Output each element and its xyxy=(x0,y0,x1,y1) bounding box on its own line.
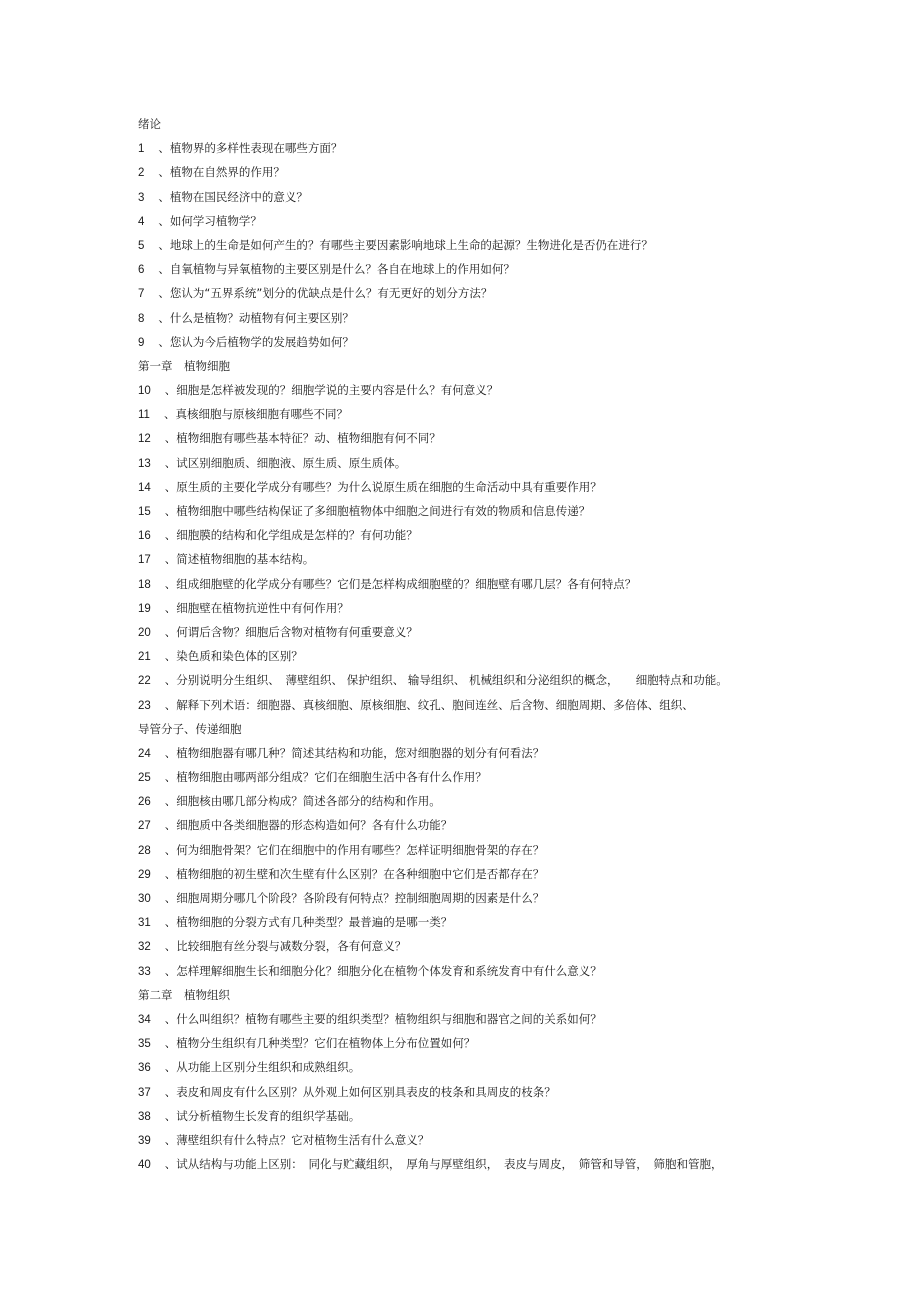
question-text: 、真核细胞与原核细胞有哪些不同？ xyxy=(163,407,348,422)
question-item xyxy=(138,959,778,983)
question-number: 31 xyxy=(138,917,151,930)
question-item xyxy=(138,1128,778,1152)
question-number: 10 xyxy=(138,385,151,398)
question-text: 、试分析植物生长发育的组织学基础。 xyxy=(164,1108,361,1123)
question-text: 、自氧植物与异氧植物的主要区别是什么？各自在地球上的作用如何？ xyxy=(158,262,515,277)
question-number: 28 xyxy=(138,844,151,857)
question-number: 38 xyxy=(138,1110,151,1123)
question-item xyxy=(138,596,778,620)
question-item xyxy=(138,257,778,281)
question-text: 、细胞质中各类细胞器的形态构造如何？各有什么功能？ xyxy=(164,818,453,833)
question-text: 、什么叫组织？植物有哪些主要的组织类型？植物组织与细胞和器官之间的关系如何？ xyxy=(164,1011,602,1026)
question-item xyxy=(138,1104,778,1128)
question-number: 33 xyxy=(138,965,151,978)
question-number: 1 xyxy=(138,143,145,156)
question-number: 4 xyxy=(138,215,145,228)
question-number: 35 xyxy=(138,1038,151,1051)
question-text: 、何为细胞骨架？它们在细胞中的作用有哪些？怎样证明细胞骨架的存在？ xyxy=(164,842,545,857)
question-item xyxy=(138,789,778,813)
question-text: 、怎样理解细胞生长和细胞分化？细胞分化在植物个体发育和系统发育中有什么意义？ xyxy=(164,963,602,978)
chapter2-list xyxy=(138,1007,778,1176)
question-item xyxy=(138,426,778,450)
question-number: 14 xyxy=(138,481,151,494)
question-text: 、植物分生组织有几种类型？它们在植物体上分布位置如何？ xyxy=(164,1036,476,1051)
chapter1-list xyxy=(138,378,778,983)
question-text: 、植物细胞器有哪几种？简述其结构和功能，您对细胞器的划分有何看法？ xyxy=(164,745,545,760)
question-text: 、细胞核由哪几部分构成？简述各部分的结构和作用。 xyxy=(164,794,441,809)
question-item xyxy=(138,499,778,523)
question-text: 、您认为“五界系统”划分的优缺点是什么？有无更好的划分方法？ xyxy=(158,286,493,301)
question-number: 26 xyxy=(138,796,151,809)
question-text: 、如何学习植物学？ xyxy=(158,213,262,228)
question-text: 、试区别细胞质、细胞液、原生质、原生质体。 xyxy=(164,455,407,470)
question-text: 、植物细胞有哪些基本特征？动、植物细胞有何不同？ xyxy=(164,431,441,446)
document-page xyxy=(138,112,778,1176)
question-item xyxy=(138,910,778,934)
question-item xyxy=(138,475,778,499)
question-text: 、原生质的主要化学成分有哪些？为什么说原生质在细胞的生命活动中具有重要作用？ xyxy=(164,479,602,494)
question-item xyxy=(138,765,778,789)
question-number: 15 xyxy=(138,506,151,518)
question-text: 、植物细胞由哪两部分组成？它们在细胞生活中各有什么作用？ xyxy=(164,770,487,785)
question-item xyxy=(138,378,778,402)
question-number: 19 xyxy=(138,602,151,615)
question-number: 22 xyxy=(138,675,151,688)
question-item xyxy=(138,1007,778,1031)
question-item xyxy=(138,572,778,596)
question-number: 40 xyxy=(138,1159,151,1172)
question-number: 21 xyxy=(138,651,151,664)
question-text: 、染色质和染色体的区别？ xyxy=(164,649,303,664)
question-number: 5 xyxy=(138,239,145,252)
question-number: 12 xyxy=(138,433,151,446)
chapter1-heading: 第一章 植物细胞 xyxy=(138,358,230,373)
question-item xyxy=(138,693,778,717)
question-number: 16 xyxy=(138,530,151,543)
question-number: 11 xyxy=(138,409,150,422)
question-item xyxy=(138,330,778,354)
question-text: 、细胞膜的结构和化学组成是怎样的？有何功能？ xyxy=(164,528,418,543)
question-text: 、试从结构与功能上区别： 同化与贮藏组织， 厚角与厚壁组织， 表皮与周皮， 筛管和导管， 筛胞和管胞， xyxy=(164,1157,723,1172)
question-item xyxy=(138,1031,778,1055)
question-text: 、植物在自然界的作用？ xyxy=(158,165,285,180)
question-number: 17 xyxy=(138,554,151,567)
question-item xyxy=(138,451,778,475)
question-text: 、组成细胞壁的化学成分有哪些？它们是怎样构成细胞壁的？细胞壁有哪几层？各有何特点？ xyxy=(164,576,637,591)
question-item xyxy=(138,547,778,571)
question-text: 、解释下列术语：细胞器、真核细胞、原核细胞、纹孔、胞间连丝、后含物、细胞周期、多倍体、组织、 xyxy=(164,697,694,712)
question-number: 29 xyxy=(138,868,151,881)
question-text: 、细胞是怎样被发现的？细胞学说的主要内容是什么？有何意义？ xyxy=(164,383,499,398)
question-item xyxy=(138,668,778,692)
question-item xyxy=(138,185,778,209)
intro-list xyxy=(138,136,778,354)
question-number: 13 xyxy=(138,457,151,470)
intro-heading: 绪论 xyxy=(138,117,161,131)
question-item xyxy=(138,281,778,305)
question-number: 25 xyxy=(138,772,151,785)
question-number: 37 xyxy=(138,1086,151,1099)
question-text: 、何谓后含物？细胞后含物对植物有何重要意义？ xyxy=(164,624,418,639)
question-number: 23 xyxy=(138,699,151,712)
question-item xyxy=(138,934,778,958)
question-number: 18 xyxy=(138,578,151,591)
question-text: 、植物细胞中哪些结构保证了多细胞植物体中细胞之间进行有效的物质和信息传递？ xyxy=(164,504,591,518)
question-item xyxy=(138,160,778,184)
question-number: 2 xyxy=(138,167,145,180)
question-number: 20 xyxy=(138,626,151,639)
question-item xyxy=(138,233,778,257)
question-text: 、什么是植物？动植物有何主要区别？ xyxy=(158,310,354,325)
question-number: 30 xyxy=(138,893,151,905)
question-item xyxy=(138,1055,778,1079)
question-item xyxy=(138,886,778,910)
question-item xyxy=(138,644,778,668)
question-number: 34 xyxy=(138,1013,151,1026)
question-text: 、表皮和周皮有什么区别？从外观上如何区别具表皮的枝条和具周皮的枝条？ xyxy=(164,1084,556,1099)
question-text: 、比较细胞有丝分裂与减数分裂，各有何意义？ xyxy=(164,939,407,954)
question-item xyxy=(138,402,778,426)
question-number: 8 xyxy=(138,312,145,325)
question-item xyxy=(138,1152,778,1176)
question-text: 、细胞壁在植物抗逆性中有何作用？ xyxy=(164,600,349,615)
question-text: 、植物细胞的分裂方式有几种类型？最普遍的是哪一类？ xyxy=(164,915,453,930)
question-item xyxy=(138,136,778,160)
question-number: 32 xyxy=(138,941,151,954)
question-item xyxy=(138,1080,778,1104)
question-text: 、分别说明分生组织、 薄壁组织、 保护组织、 输导组织、 机械组织和分泌组织的概念， 细胞特点和功能。 xyxy=(164,673,728,688)
chapter2-heading: 第二章 植物组织 xyxy=(138,987,230,1002)
question-continuation: 导管分子、传递细胞 xyxy=(138,721,242,736)
question-number: 36 xyxy=(138,1062,151,1075)
question-text: 、简述植物细胞的基本结构。 xyxy=(164,552,315,567)
question-item xyxy=(138,862,778,886)
question-item xyxy=(138,306,778,330)
question-text: 、薄壁组织有什么特点？它对植物生活有什么意义？ xyxy=(164,1132,430,1147)
question-text: 、植物在国民经济中的意义？ xyxy=(158,189,308,204)
question-text: 、您认为今后植物学的发展趋势如何？ xyxy=(158,334,354,349)
question-item xyxy=(138,838,778,862)
question-text: 、植物细胞的初生壁和次生壁有什么区别？在各种细胞中它们是否都存在？ xyxy=(164,866,545,881)
question-item xyxy=(138,209,778,233)
question-number: 3 xyxy=(138,191,145,204)
question-number: 7 xyxy=(138,288,145,301)
question-item xyxy=(138,741,778,765)
question-item xyxy=(138,523,778,547)
question-text: 、细胞周期分哪几个阶段？各阶段有何特点？控制细胞周期的因素是什么？ xyxy=(164,891,545,905)
question-number: 27 xyxy=(138,820,151,833)
question-text: 、地球上的生命是如何产生的？有哪些主要因素影响地球上生命的起源？生物进化是否仍在进行？ xyxy=(158,237,653,252)
question-text: 、植物界的多样性表现在哪些方面？ xyxy=(158,141,343,156)
question-item xyxy=(138,813,778,837)
question-number: 6 xyxy=(138,264,145,277)
question-text: 、从功能上区别分生组织和成熟组织。 xyxy=(164,1060,361,1075)
question-number: 24 xyxy=(138,747,151,760)
question-item xyxy=(138,620,778,644)
question-number: 39 xyxy=(138,1134,151,1147)
question-number: 9 xyxy=(138,336,145,349)
